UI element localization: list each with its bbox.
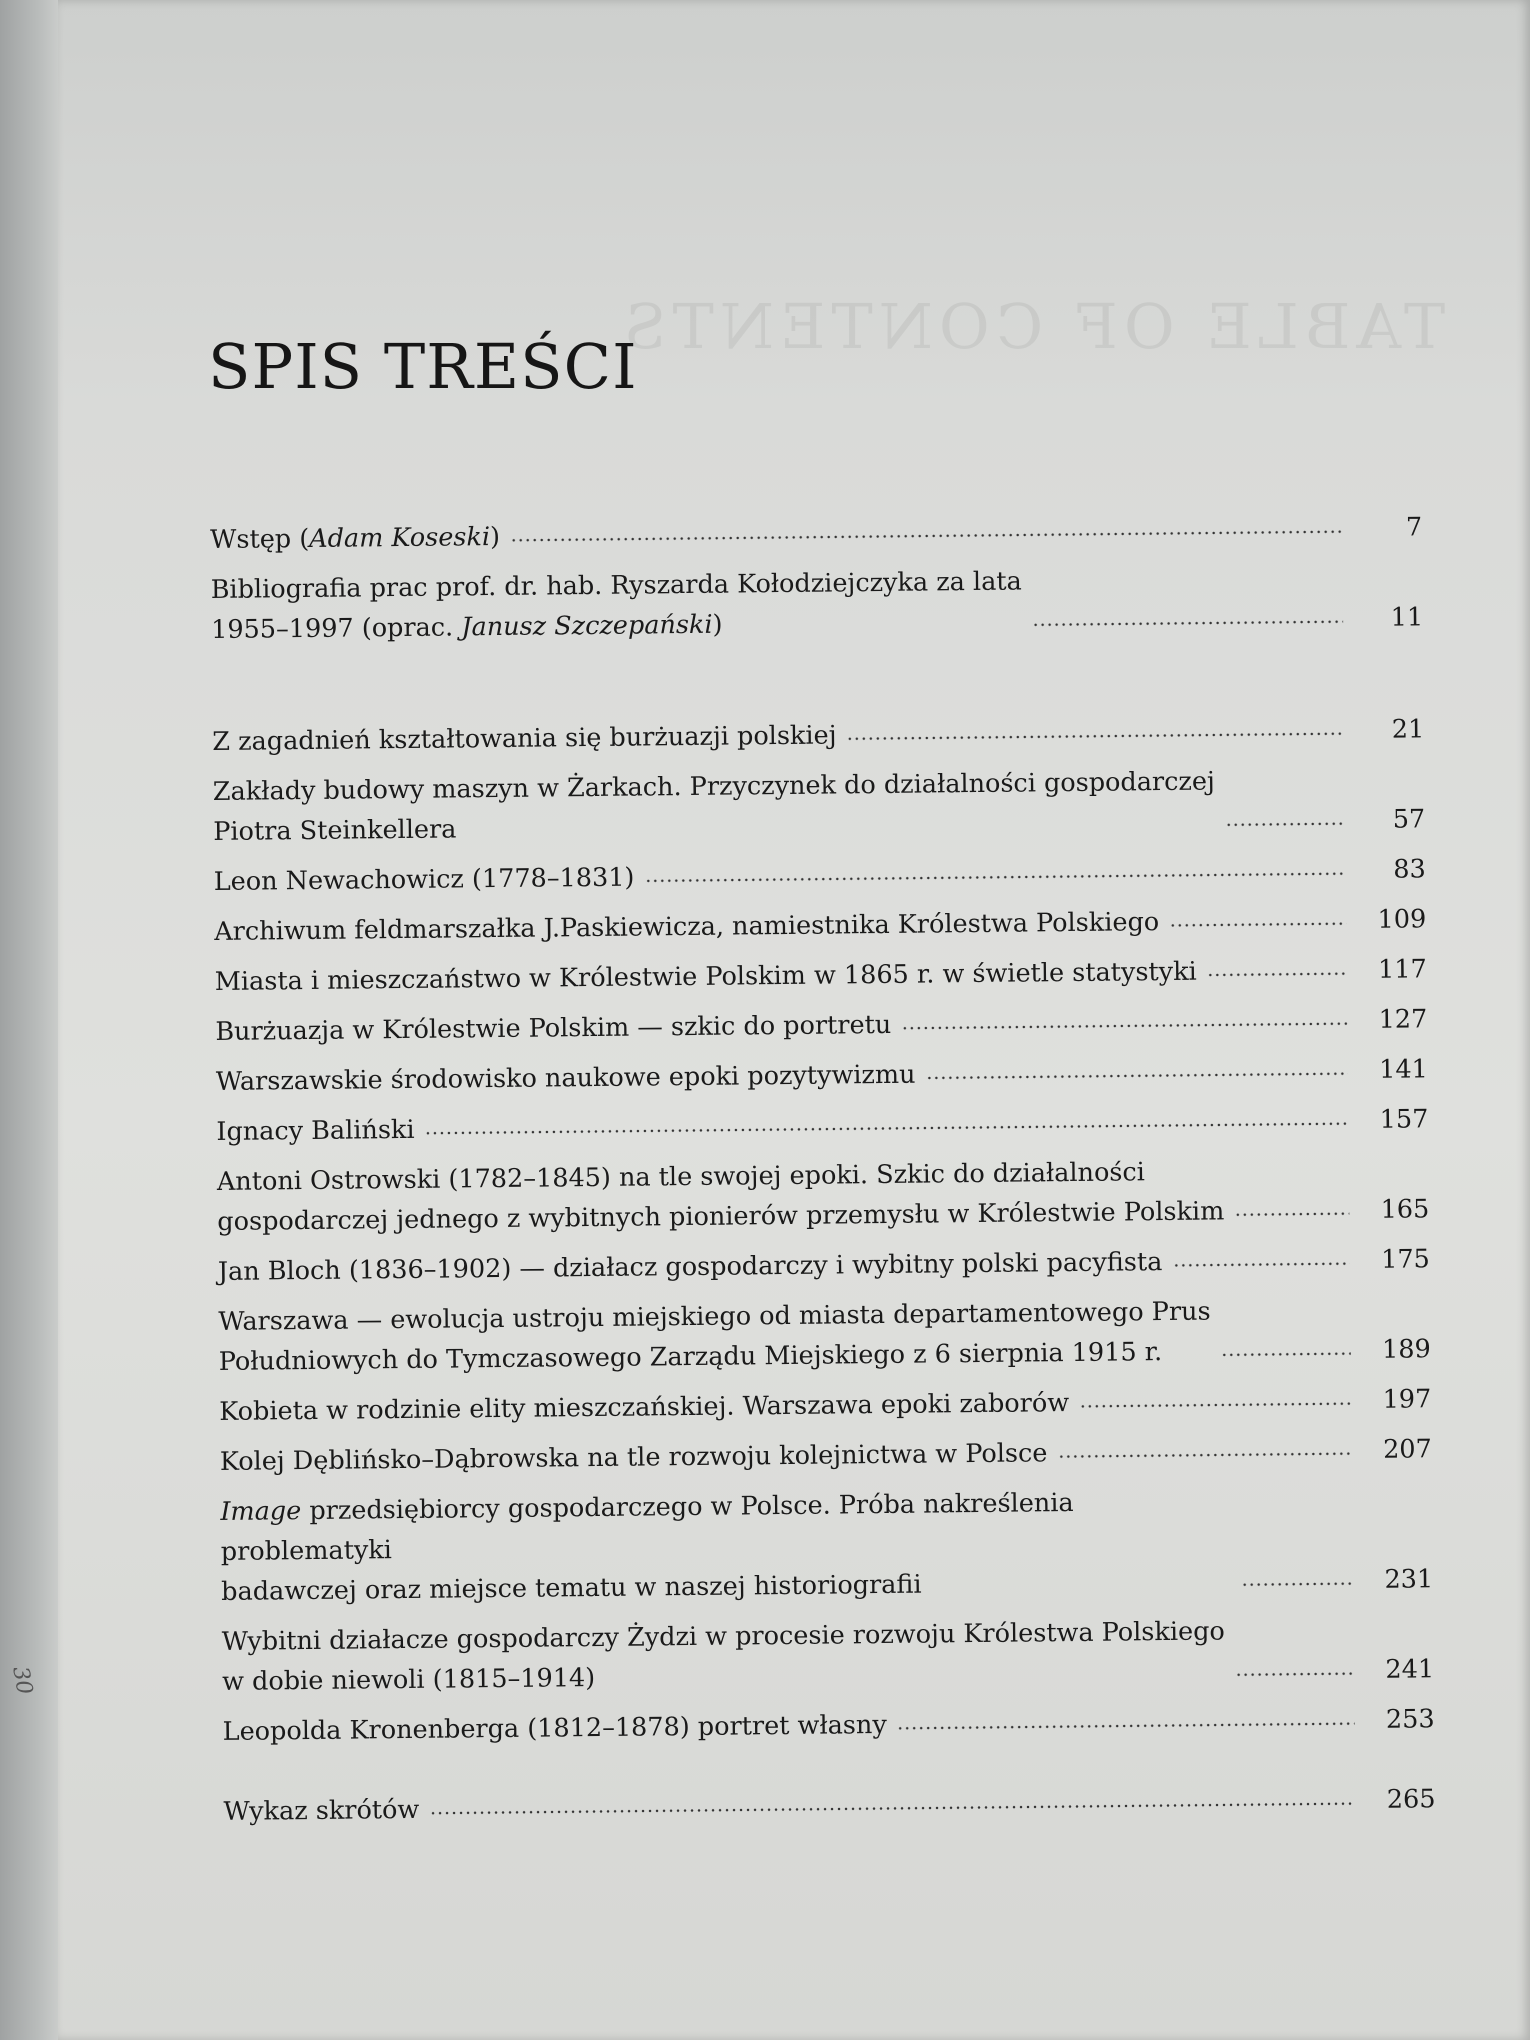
dot-leader bbox=[1032, 616, 1343, 629]
dot-leader bbox=[429, 1798, 1355, 1818]
entry-title: Archiwum feldmarszałka J.Paskiewicza, namiestnika Królestwa Polskiego bbox=[214, 907, 1160, 947]
entry-title: Jan Bloch (1836–1902) — działacz gospodarczy i wybitny polski pacyfista bbox=[217, 1247, 1163, 1287]
entry-title: Zakłady budowy maszyn w Żarkach. Przyczynek do działalności gospodarczej Piotra Steinkellera bbox=[212, 766, 1216, 847]
entry-title: Ignacy Baliński bbox=[216, 1114, 415, 1147]
entry-title: Wybitni działacze gospodarczy Żydzi w procesie rozwoju Królestwa Polskiego w dobie niewoli (1815–1914) bbox=[221, 1616, 1225, 1697]
entry-page-number: 231 bbox=[1384, 1564, 1434, 1595]
entry-author: Janusz Szczepański bbox=[461, 609, 713, 643]
dot-leader bbox=[1207, 968, 1347, 979]
dot-leader bbox=[847, 728, 1345, 743]
dot-leader bbox=[1234, 1208, 1349, 1219]
entry-page-number: 165 bbox=[1380, 1194, 1430, 1225]
dot-leader bbox=[897, 1718, 1355, 1733]
dot-leader bbox=[1172, 1258, 1350, 1270]
toc-entry bbox=[216, 1049, 1428, 1102]
entry-title: Wykaz skrótów bbox=[223, 1794, 420, 1827]
entry-page-number: 141 bbox=[1378, 1054, 1428, 1085]
entry-page-number: 207 bbox=[1382, 1434, 1432, 1465]
toc-entry bbox=[218, 1289, 1431, 1382]
dot-leader bbox=[1169, 918, 1346, 930]
toc-entry bbox=[215, 999, 1427, 1052]
toc-entry bbox=[216, 1099, 1428, 1152]
toc-entry bbox=[211, 557, 1424, 650]
entry-title: Miasta i mieszczaństwo w Królestwie Polskim w 1865 r. w świetle statystyki bbox=[214, 956, 1197, 997]
entry-page-number: 253 bbox=[1385, 1704, 1435, 1735]
entry-title: Wstęp (Adam Koseski) bbox=[210, 521, 501, 555]
entry-page-number: 197 bbox=[1382, 1384, 1432, 1415]
entry-author: Adam Koseski bbox=[309, 522, 491, 554]
toc-entry bbox=[222, 1699, 1434, 1752]
toc-entry bbox=[210, 507, 1422, 560]
table-of-contents bbox=[210, 507, 1436, 1832]
dot-leader bbox=[1221, 1348, 1351, 1359]
entry-title: Bibliografia prac prof. dr. hab. Ryszarda Kołodziejczyka za lata 1955–1997 (oprac. Janusz Szczepański) bbox=[210, 566, 1022, 645]
toc-entry bbox=[219, 1379, 1431, 1432]
dot-leader bbox=[1079, 1398, 1351, 1411]
dot-leader bbox=[1235, 1668, 1354, 1679]
entry-title: Kobieta w rodzinie elity mieszczańskiej. Warszawa epoki zaborów bbox=[219, 1388, 1070, 1427]
entry-page-number: 83 bbox=[1393, 854, 1426, 885]
entry-title: Leon Newachowicz (1778–1831) bbox=[213, 862, 635, 897]
entry-page-number: 117 bbox=[1377, 954, 1427, 985]
toc-entry bbox=[220, 1479, 1433, 1612]
entry-title: Leopolda Kronenberga (1812–1878) portret własny bbox=[222, 1709, 887, 1747]
page-title: SPIS TREŚCI bbox=[208, 330, 638, 403]
dot-leader bbox=[425, 1118, 1349, 1138]
toc-entry bbox=[212, 709, 1424, 762]
dot-leader bbox=[1241, 1578, 1353, 1589]
entry-page-number: 109 bbox=[1377, 904, 1427, 935]
toc-entry bbox=[222, 1609, 1435, 1702]
entry-title: Antoni Ostrowski (1782–1845) na tle swojej epoki. Szkic do działalności gospodarczej jednego z wybitnych pionierów przemysłu w Królestwie Polskim bbox=[216, 1157, 1225, 1237]
dot-leader bbox=[901, 1018, 1347, 1033]
book-page bbox=[58, 0, 1530, 2040]
entry-title: Warszawskie środowisko naukowe epoki pozytywizmu bbox=[215, 1059, 916, 1097]
entry-page-number: 265 bbox=[1386, 1784, 1436, 1815]
margin-handwriting: 30 bbox=[7, 1664, 37, 1697]
book-spine-edge bbox=[0, 0, 64, 2040]
entry-page-number: 57 bbox=[1392, 804, 1426, 835]
italic-word: Image bbox=[220, 1496, 302, 1527]
entry-title: Burżuazja w Królestwie Polskim — szkic do portretu bbox=[215, 1009, 892, 1047]
toc-entry-abbreviations bbox=[223, 1779, 1435, 1832]
dot-leader bbox=[644, 868, 1345, 885]
toc-entry bbox=[213, 759, 1426, 852]
entry-page-number: 21 bbox=[1391, 714, 1425, 745]
toc-entry bbox=[214, 899, 1426, 952]
entry-page-number: 157 bbox=[1379, 1104, 1429, 1135]
toc-entry bbox=[218, 1239, 1430, 1292]
entry-page-number: 189 bbox=[1381, 1334, 1431, 1365]
toc-entry bbox=[217, 1149, 1430, 1242]
entry-page-number: 7 bbox=[1405, 512, 1423, 543]
entry-title: Kolej Dęblińsko–Dąbrowska na tle rozwoju kolejnictwa w Polsce bbox=[219, 1438, 1048, 1477]
entry-page-number: 127 bbox=[1378, 1004, 1428, 1035]
entry-page-number: 11 bbox=[1390, 602, 1424, 633]
entry-title: Warszawa — ewolucja ustroju miejskiego od miasta departamentowego Prus Południowych do Tymczasowego Zarządu Miejskiego z 6 sierpnia 1915 r. bbox=[218, 1296, 1211, 1377]
show-through-text: TABLE OF CONTENTS bbox=[618, 290, 1446, 363]
dot-leader bbox=[1225, 818, 1345, 829]
entry-title: Z zagadnień kształtowania się burżuazji polskiej bbox=[212, 720, 837, 757]
toc-entry bbox=[215, 949, 1427, 1002]
toc-entry bbox=[220, 1429, 1432, 1482]
toc-entry bbox=[214, 849, 1426, 902]
dot-leader bbox=[510, 526, 1342, 545]
dot-leader bbox=[925, 1068, 1347, 1082]
entry-page-number: 175 bbox=[1380, 1244, 1430, 1275]
dot-leader bbox=[1057, 1448, 1352, 1461]
entry-title: Image przedsiębiorcy gospodarczego w Polsce. Próba nakreślenia problematyki badawczej oraz miejsce tematu w naszej historiografii bbox=[220, 1488, 1074, 1607]
entry-page-number: 241 bbox=[1385, 1654, 1435, 1685]
